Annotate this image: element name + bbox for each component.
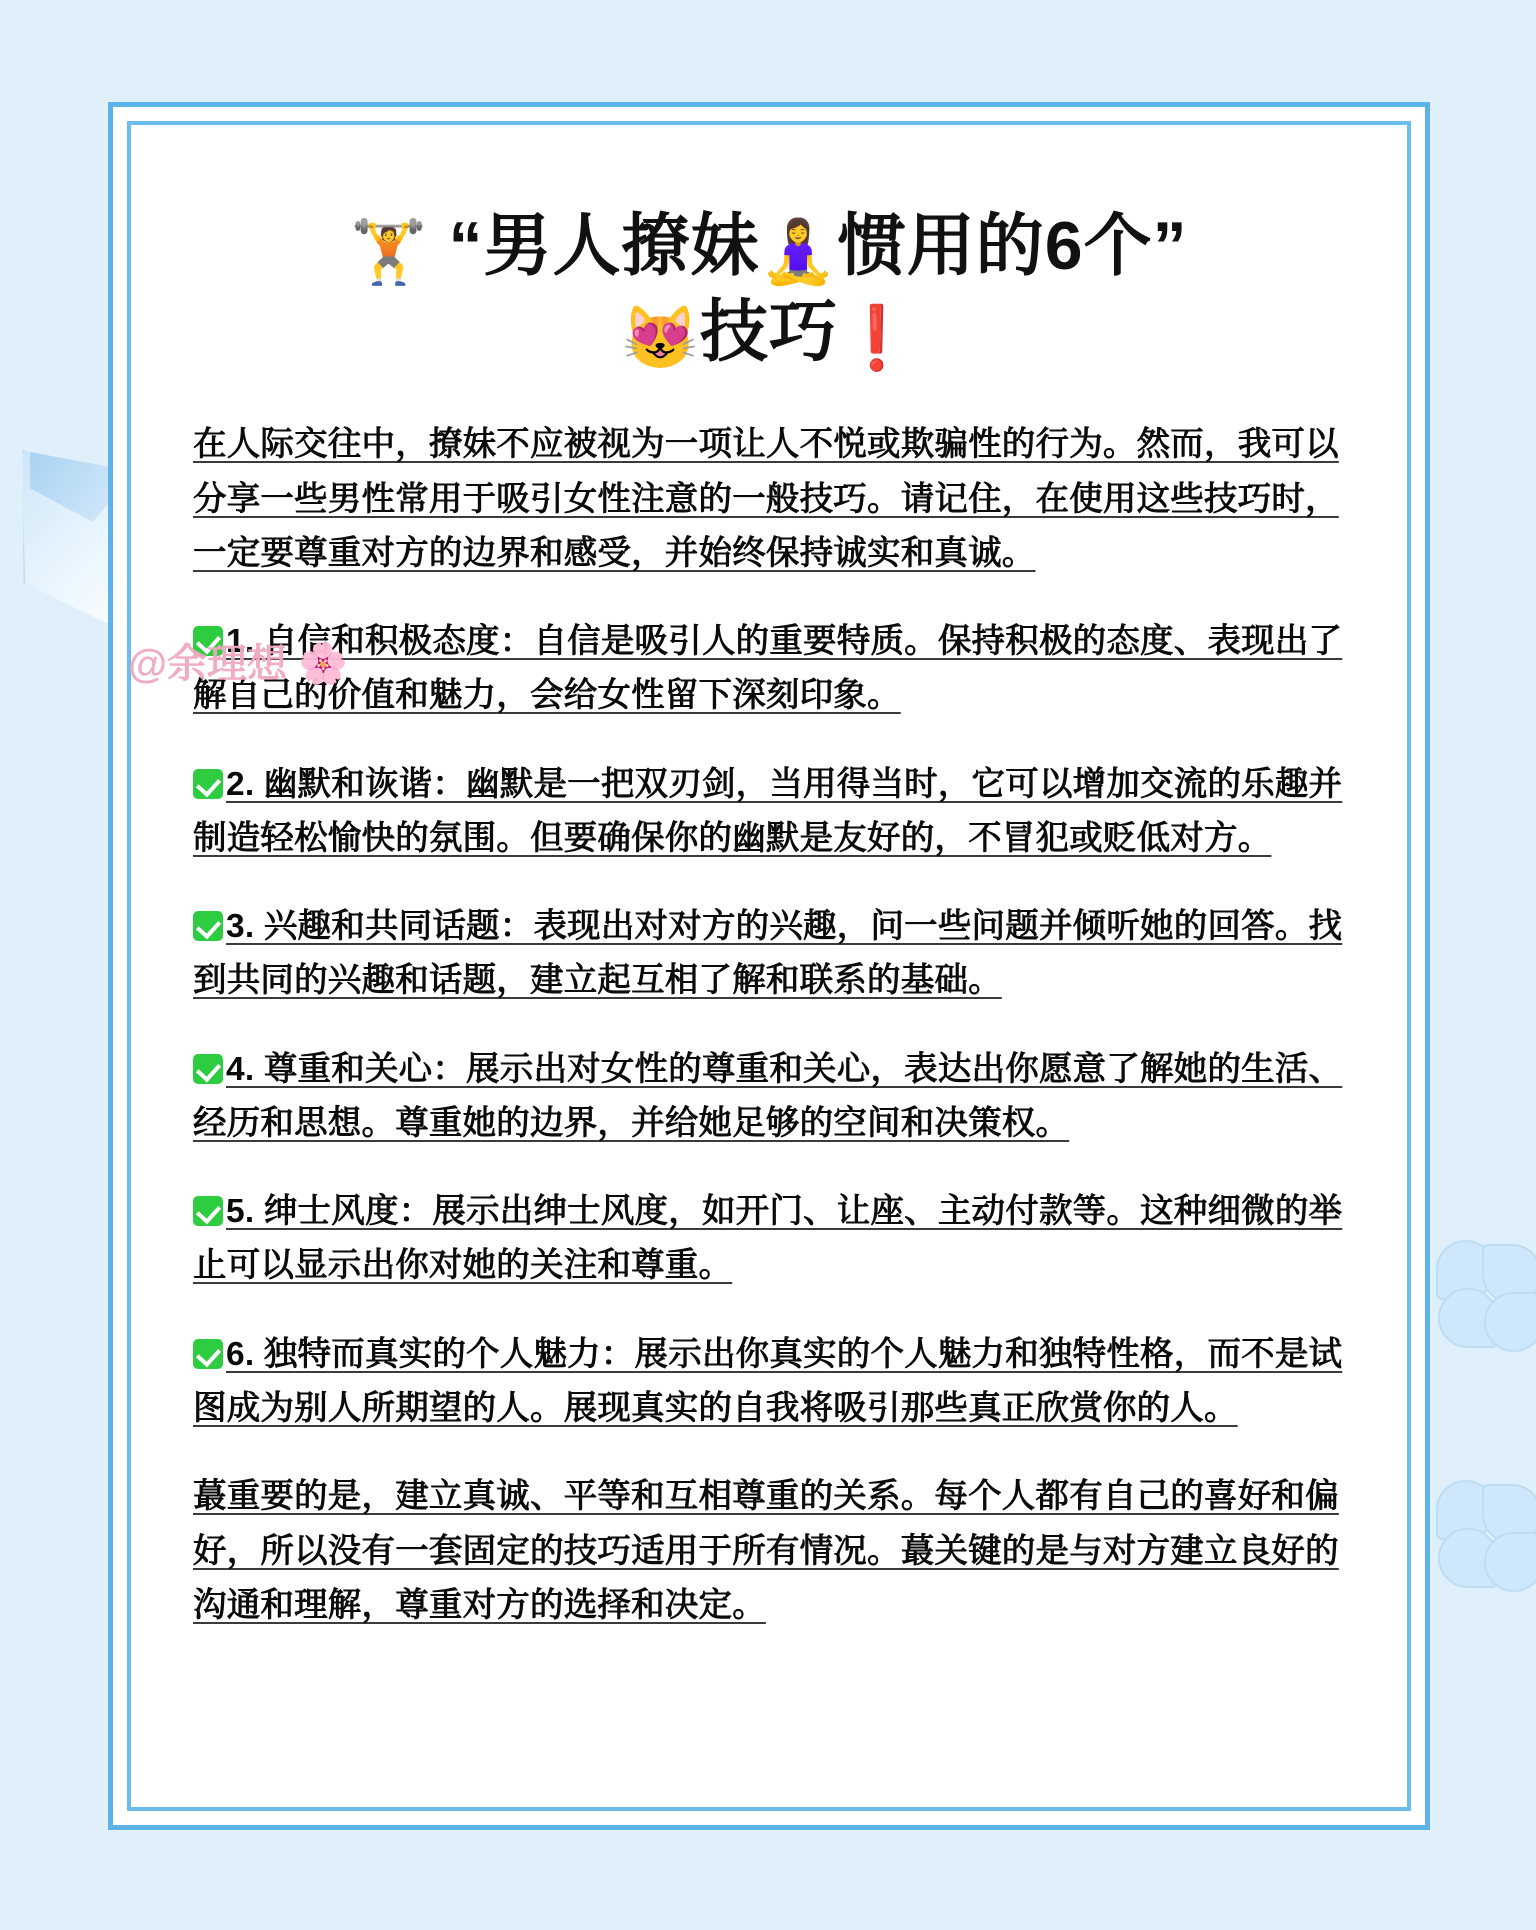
tip-3 [193, 900, 1345, 1009]
tip-3-text: 3. 兴趣和共同话题：表现出对对方的兴趣，问一些问题并倾听她的回答。找到共同的兴趣和话题，建立起互相了解和联系的基础。 [193, 908, 1343, 1000]
check-mark-icon [193, 769, 223, 799]
tip-1 [193, 615, 1345, 724]
tip-2 [193, 758, 1345, 867]
clover-icon [1436, 1240, 1536, 1350]
check-mark-icon [193, 911, 223, 941]
watermark: @余理想 🌸 [128, 642, 348, 686]
weightlifter-icon: 🏋️ [350, 218, 429, 287]
page-title-part2: 惯用的6个” [837, 208, 1188, 284]
tip-5-text: 5. 绅士风度：展示出绅士风度，如开门、让座、主动付款等。这种细微的举止可以显示出你对她的关注和尊重。 [193, 1193, 1343, 1285]
content-card-inner [127, 121, 1411, 1811]
tip-6-text: 6. 独特而真实的个人魅力：展示出你真实的个人魅力和独特性格，而不是试图成为别人所期望的人。展现真实的自我将吸引那些真正欣赏你的人。 [193, 1335, 1343, 1427]
tip-5 [193, 1185, 1345, 1294]
check-mark-icon [193, 1196, 223, 1226]
intro-paragraph-text: 在人际交往中，撩妹不应被视为一项让人不悦或欺骗性的行为。然而，我可以分享一些男性常用于吸引女性注意的一般技巧。请记住，在使用这些技巧时，一定要尊重对方的边界和感受，并始终保持诚实和真诚。 [193, 426, 1339, 572]
tip-6 [193, 1328, 1345, 1437]
exclamation-mark-icon: ❗ [838, 303, 917, 373]
page-title-part1: “男人撩妹 [448, 208, 760, 284]
tip-2-text: 2. 幽默和诙谐：幽默是一把双刃剑，当用得当时，它可以增加交流的乐趣并制造轻松愉快的氛围。但要确保你的幽默是友好的，不冒犯或贬低对方。 [193, 765, 1343, 857]
clover-icon [1436, 1480, 1536, 1590]
heart-eyes-cat-icon: 😻 [621, 303, 700, 373]
tip-1-text: 1. 自信和积极态度：自信是吸引人的重要特质。保持积极的态度、表现出了解自己的价值和魅力，会给女性留下深刻印象。 [193, 623, 1343, 715]
closing-paragraph [193, 1470, 1345, 1633]
lotus-position-icon: 🧘‍♀️ [759, 218, 838, 287]
page-title [193, 205, 1345, 376]
page-title-part3: 技巧 [699, 293, 838, 370]
check-mark-icon [193, 1339, 223, 1369]
closing-paragraph-text: 蕞重要的是，建立真诚、平等和互相尊重的关系。每个人都有自己的喜好和偏好，所以没有一套固定的技巧适用于所有情况。蕞关键的是与对方建立良好的沟通和理解，尊重对方的选择和决定。 [193, 1478, 1339, 1624]
tip-4-text: 4. 尊重和关心：展示出对女性的尊重和关心，表达出你愿意了解她的生活、经历和思想。尊重她的边界，并给她足够的空间和决策权。 [193, 1050, 1343, 1142]
tip-4 [193, 1043, 1345, 1152]
check-mark-icon [193, 626, 223, 656]
check-mark-icon [193, 1054, 223, 1084]
intro-paragraph [193, 418, 1345, 581]
content-card [108, 102, 1430, 1830]
